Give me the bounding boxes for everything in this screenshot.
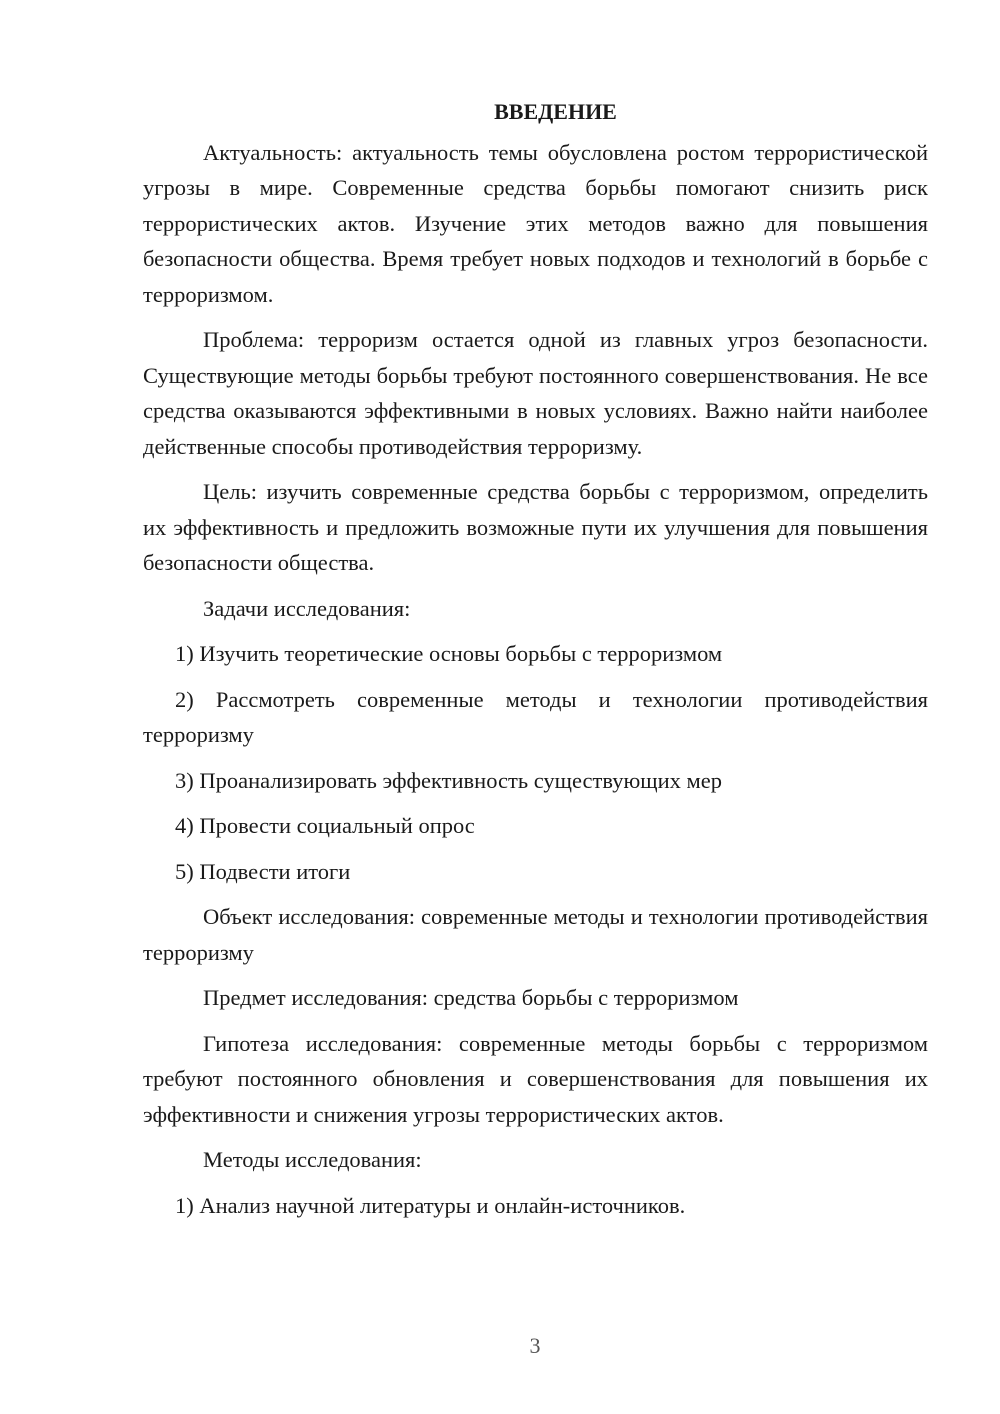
- method-item: 1) Анализ научной литературы и онлайн-источников.: [175, 1192, 686, 1218]
- task-item: 1) Изучить теоретические основы борьбы с терроризмом: [175, 641, 723, 666]
- subject-paragraph: Предмет исследования: средства борьбы с терроризмом: [203, 985, 739, 1010]
- document-body: [143, 94, 928, 1233]
- relevance-paragraph: Актуальность: актуальность темы обусловлена ростом террористической угрозы в мире. Современные средства борьбы помогают снизить риск террористических актов. Изучение этих методов важно для повышения безопасности общества. Время требует новых подходов и технологий в борьбе с терроризмом.: [143, 139, 928, 307]
- goal-paragraph: Цель: изучить современные средства борьбы с терроризмом, определить их эффективность и предложить возможные пути их улучшения для повышения безопасности общества.: [143, 479, 928, 575]
- task-item: 4) Провести социальный опрос: [175, 813, 475, 838]
- page-number: 3: [529, 1333, 541, 1358]
- task-item: 3) Проанализировать эффективность существующих мер: [175, 767, 722, 793]
- task-item: 2) Рассмотреть современные методы и технологии противодействия терроризму: [143, 686, 928, 747]
- hypothesis-paragraph: Гипотеза исследования: современные методы борьбы с терроризмом требуют постоянного обновления и совершенствования для повышения их эффективности и снижения угрозы террористических актов.: [143, 1030, 928, 1127]
- task-item: 5) Подвести итоги: [175, 858, 351, 884]
- methods-heading: Методы исследования:: [203, 1147, 422, 1172]
- problem-paragraph: Проблема: терроризм остается одной из главных угроз безопасности. Существующие методы борьбы требуют постоянного совершенствования. Не все средства оказываются эффективными в новых условиях. Важно найти наиболее действенные способы противодействия терроризму.: [143, 327, 928, 459]
- tasks-heading: Задачи исследования:: [203, 595, 411, 621]
- object-paragraph: Объект исследования: современные методы и технологии противодействия терроризму: [143, 904, 928, 965]
- page-title: ВВЕДЕНИЕ: [494, 99, 617, 124]
